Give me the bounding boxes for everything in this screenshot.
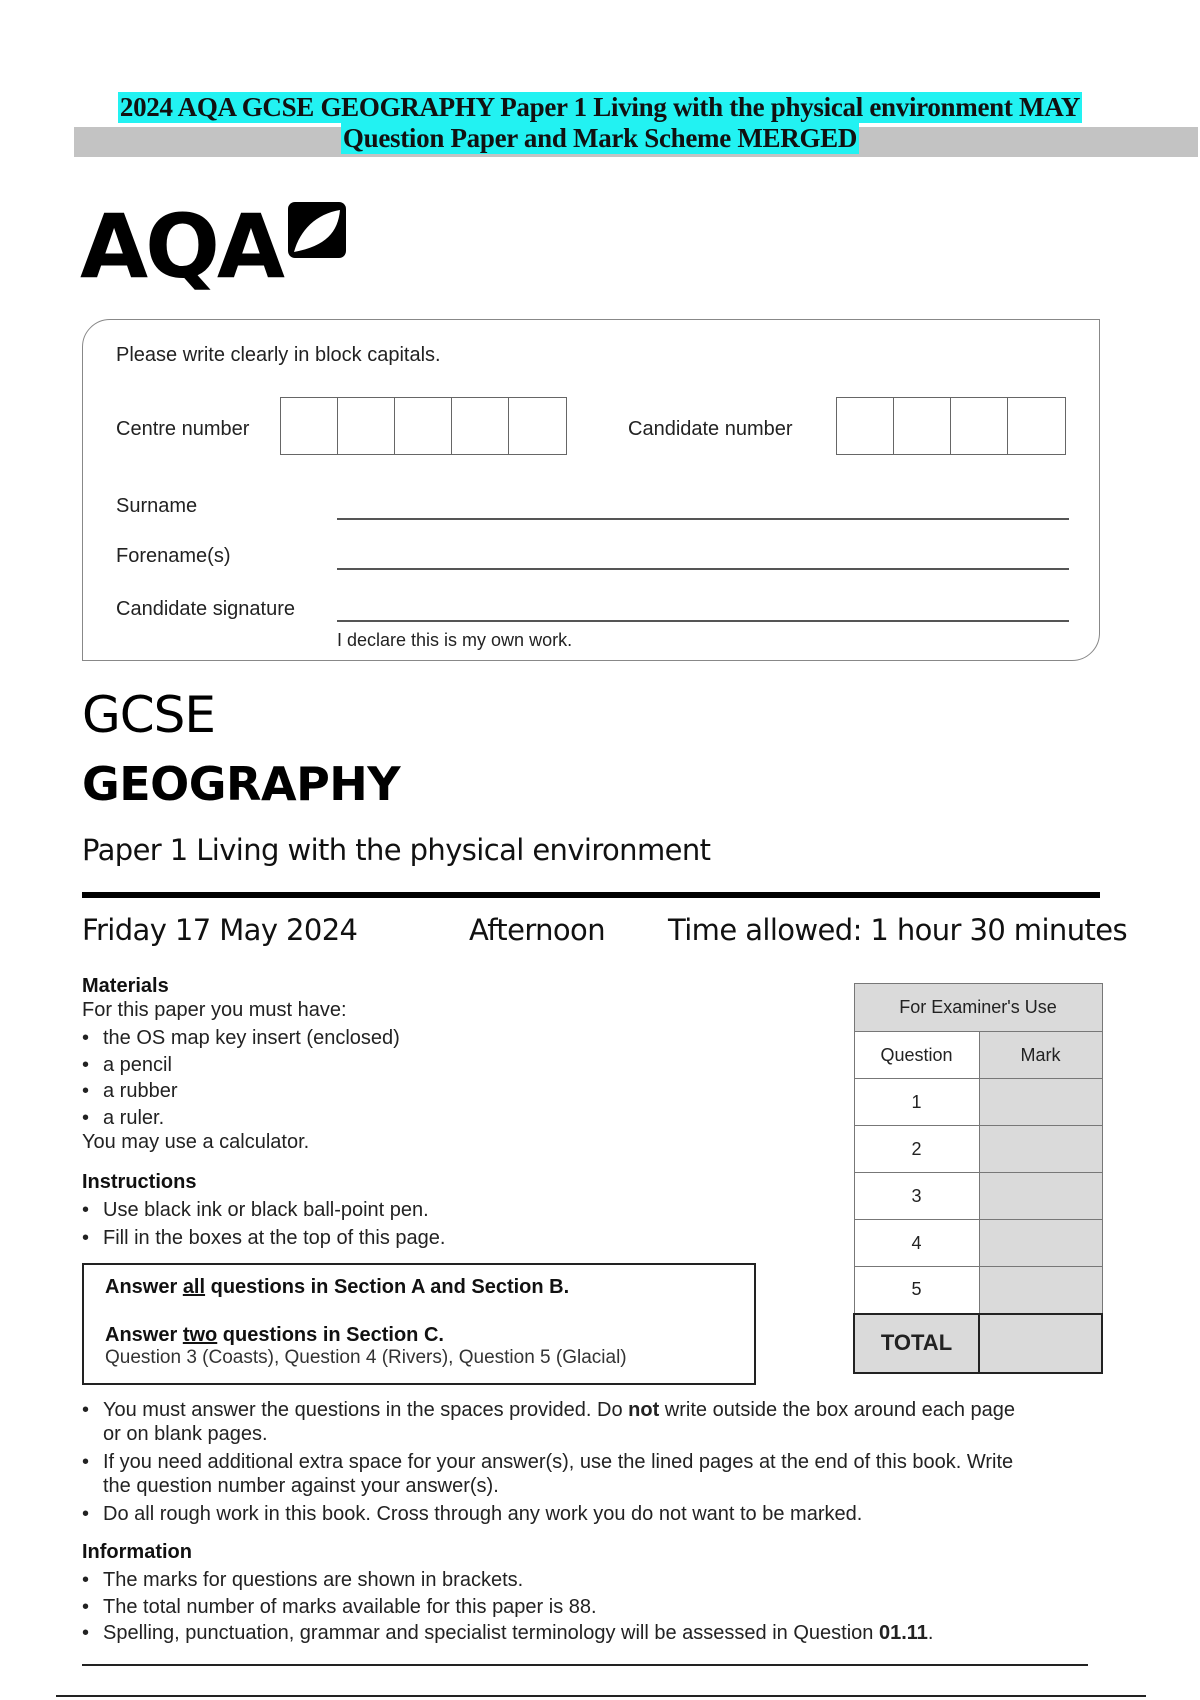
banner-line-2: Question Paper and Mark Scheme MERGED bbox=[342, 123, 858, 153]
candidate-digit-box[interactable] bbox=[894, 398, 951, 454]
mark-cell[interactable] bbox=[979, 1267, 1102, 1314]
declaration-text: I declare this is my own work. bbox=[337, 630, 573, 650]
title-divider bbox=[82, 892, 1100, 898]
examiner-table-heading: For Examiner's Use bbox=[854, 984, 1102, 1032]
document-banner bbox=[0, 92, 1200, 154]
answer-requirements-box bbox=[82, 1263, 756, 1385]
materials-heading: Materials bbox=[82, 975, 169, 997]
subject-title: GEOGRAPHY bbox=[82, 757, 401, 811]
candidate-number-field[interactable] bbox=[836, 397, 1066, 455]
footer-divider bbox=[82, 1664, 1088, 1666]
instructions-heading: Instructions bbox=[82, 1171, 197, 1193]
forenames-field[interactable] bbox=[337, 568, 1069, 570]
centre-digit-box[interactable] bbox=[395, 398, 452, 454]
information-item: • The marks for questions are shown in brackets. bbox=[82, 1567, 933, 1594]
centre-digit-box[interactable] bbox=[452, 398, 509, 454]
candidate-details-box bbox=[82, 319, 1100, 661]
exam-session: Afternoon bbox=[469, 913, 605, 947]
question-number: 1 bbox=[854, 1079, 979, 1126]
total-mark-cell[interactable] bbox=[979, 1314, 1102, 1373]
page-bottom-edge bbox=[56, 1695, 1146, 1697]
block-capitals-instruction: Please write clearly in block capitals. bbox=[116, 344, 441, 366]
section-c-options: Question 3 (Coasts), Question 4 (Rivers), Question 5 (Glacial) bbox=[105, 1347, 627, 1368]
instruction-item: • If you need additional extra space for your answer(s), use the lined pages at the end of this book. Write the question number against your answer(s). bbox=[82, 1450, 1032, 1498]
mark-cell[interactable] bbox=[979, 1126, 1102, 1173]
further-instructions-list bbox=[82, 1398, 1032, 1526]
question-number: 4 bbox=[854, 1220, 979, 1267]
instruction-item: • Fill in the boxes at the top of this page. bbox=[82, 1224, 445, 1252]
materials-item: • a ruler. bbox=[82, 1105, 400, 1132]
candidate-digit-box[interactable] bbox=[951, 398, 1008, 454]
time-allowed: Time allowed: 1 hour 30 minutes bbox=[668, 913, 1127, 947]
candidate-digit-box[interactable] bbox=[1008, 398, 1065, 454]
materials-intro: For this paper you must have: bbox=[82, 999, 347, 1021]
candidate-digit-box[interactable] bbox=[837, 398, 894, 454]
materials-item: • a rubber bbox=[82, 1078, 400, 1105]
centre-digit-box[interactable] bbox=[509, 398, 566, 454]
centre-number-label: Centre number bbox=[116, 418, 250, 440]
information-list bbox=[82, 1567, 933, 1647]
column-header-question: Question bbox=[854, 1032, 979, 1079]
instruction-item: • Use black ink or black ball-point pen. bbox=[82, 1196, 445, 1224]
forenames-label: Forename(s) bbox=[116, 545, 231, 567]
question-number: 5 bbox=[854, 1267, 979, 1314]
qualification-title: GCSE bbox=[82, 686, 215, 744]
signature-field[interactable] bbox=[337, 620, 1069, 622]
materials-item: • the OS map key insert (enclosed) bbox=[82, 1025, 400, 1052]
banner-line-1: 2024 AQA GCSE GEOGRAPHY Paper 1 Living with the physical environment MAY bbox=[119, 92, 1081, 122]
centre-digit-box[interactable] bbox=[338, 398, 395, 454]
information-item: • The total number of marks available for this paper is 88. bbox=[82, 1594, 933, 1621]
question-number: 2 bbox=[854, 1126, 979, 1173]
information-item: • Spelling, punctuation, grammar and specialist terminology will be assessed in Question 01.11. bbox=[82, 1620, 933, 1647]
instruction-item: • You must answer the questions in the spaces provided. Do not write outside the box around each page or on blank pages. bbox=[82, 1398, 1032, 1446]
aqa-leaf-icon bbox=[288, 202, 346, 258]
materials-list bbox=[82, 1025, 400, 1131]
examiner-use-table bbox=[853, 983, 1103, 1374]
exam-date: Friday 17 May 2024 bbox=[82, 913, 358, 947]
answer-section-c: Answer two questions in Section C. bbox=[105, 1324, 444, 1346]
signature-label: Candidate signature bbox=[116, 598, 296, 620]
centre-digit-box[interactable] bbox=[281, 398, 338, 454]
surname-label: Surname bbox=[116, 495, 198, 517]
question-number: 3 bbox=[854, 1173, 979, 1220]
mark-cell[interactable] bbox=[979, 1079, 1102, 1126]
materials-item: • a pencil bbox=[82, 1052, 400, 1079]
mark-cell[interactable] bbox=[979, 1220, 1102, 1267]
candidate-number-label: Candidate number bbox=[628, 418, 793, 440]
information-heading: Information bbox=[82, 1541, 192, 1563]
surname-field[interactable] bbox=[337, 518, 1069, 520]
instruction-item: • Do all rough work in this book. Cross through any work you do not want to be marked. bbox=[82, 1502, 1032, 1526]
total-label: TOTAL bbox=[854, 1314, 979, 1373]
aqa-logo-text: AQA bbox=[80, 195, 283, 298]
centre-number-field[interactable] bbox=[280, 397, 567, 455]
instructions-list bbox=[82, 1196, 445, 1252]
paper-title: Paper 1 Living with the physical environment bbox=[82, 833, 711, 867]
answer-sections-ab: Answer all questions in Section A and Section B. bbox=[105, 1276, 570, 1298]
aqa-logo bbox=[80, 195, 346, 298]
calculator-note: You may use a calculator. bbox=[82, 1131, 310, 1153]
mark-cell[interactable] bbox=[979, 1173, 1102, 1220]
column-header-mark: Mark bbox=[979, 1032, 1102, 1079]
